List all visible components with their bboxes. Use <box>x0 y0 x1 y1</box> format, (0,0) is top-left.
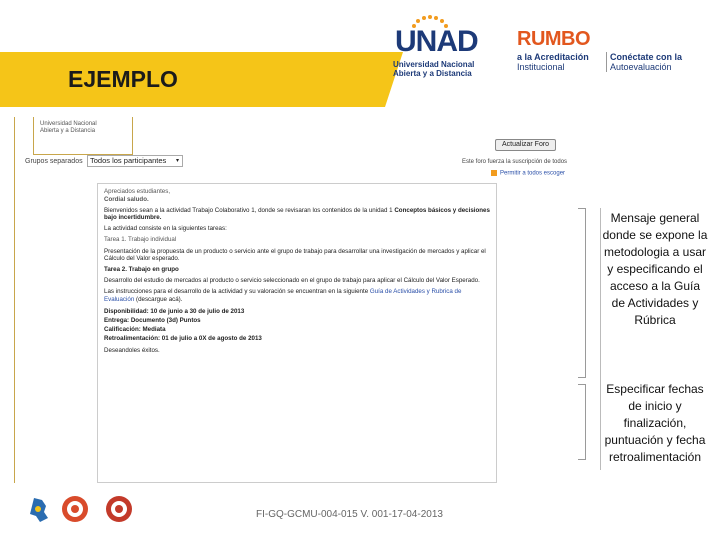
callout-bracket-1 <box>578 208 586 378</box>
post-closing: Deseandoles éxitos. <box>104 346 160 354</box>
callout-bracket-2 <box>578 384 586 460</box>
callout-general-message: Mensaje general donde se expone la metodologia a usar y especificando el acceso a la Guía de Actividades y Rúbrica <box>602 211 708 327</box>
rumbo-sub-line2: Institucional <box>517 62 565 72</box>
conectate-line1: Conéctate con la <box>610 52 683 62</box>
tab-line2: Abierta y a Distancia <box>40 128 96 134</box>
forum-screenshot <box>14 117 589 483</box>
forum-post <box>97 183 497 483</box>
task1-text: Presentación de la propuesta de un producto o servicio ante el grupo de trabajo para desarrollar una investigación de mercados y aplicar el Cálculo del Valor esperado. <box>104 247 486 263</box>
groups-label: Grupos separados <box>25 158 83 165</box>
chevron-down-icon: ▾ <box>175 158 179 164</box>
sgs-certification-icon-2 <box>104 494 134 524</box>
subscription-text: Este foro fuerza la suscripción de todos <box>462 159 568 165</box>
post-salute: Cordial saludo. <box>104 195 149 203</box>
tab-line1: Universidad Nacional <box>40 121 97 127</box>
conectate-line2: Autoevaluación <box>610 62 672 72</box>
instructions-text: Las instrucciones para el desarrollo de la actividad y su valoración se encuentran en la siguiente <box>104 288 369 296</box>
forum-header-tab <box>33 117 133 155</box>
unad-sub-line1: Universidad Nacional <box>393 60 475 69</box>
update-forum-button[interactable]: Actualizar Foro <box>495 139 556 151</box>
rss-icon <box>491 170 497 176</box>
post-greeting: Apreciados estudiantes, <box>104 188 171 195</box>
instructions-tail: (descargue acá). <box>136 296 183 304</box>
unad-subtitle <box>393 60 474 78</box>
groups-select[interactable] <box>87 155 183 167</box>
rss-link-label: Permitir a todos escoger <box>500 170 566 177</box>
title-banner <box>0 52 385 107</box>
rumbo-subtitle <box>517 52 589 72</box>
post-activity: La actividad consiste en la siguientes tareas: <box>104 225 227 233</box>
rumbo-wordmark: RUMBO <box>517 28 591 50</box>
callout-dates: Especificar fechas de inicio y finalización, puntuación y fecha retroalimentación <box>604 382 706 464</box>
feedback-date-text: Retroalimentación: 01 de julio a 0X de agosto de 2013 <box>104 335 262 343</box>
logo-divider <box>606 52 607 72</box>
guide-link[interactable]: Guía de Actividades y Rubrica de Evaluación <box>104 288 462 304</box>
availability-text: Disponibilidad: 10 de junio a 30 de julio de 2013 <box>104 308 245 316</box>
unad-wordmark: UNAD <box>395 25 478 58</box>
unad-sub-line2: Abierta y a Distancia <box>393 69 472 78</box>
delivery-text: Entrega: Documento (3d) Puntos <box>104 317 201 325</box>
document-code: FI-GQ-GCMU-004-015 V. 001-17-04-2013 <box>256 509 443 520</box>
rumbo-logo <box>517 28 590 51</box>
task1-title: Tarea 1. Trabajo individual <box>104 236 177 244</box>
task2-text: Desarrollo del estudio de mercados al producto o servicio seleccionado en el grupo de trabajo para aplicar el Cálculo del Valor Esperado. <box>104 277 480 285</box>
groups-select-value: Todos los participantes <box>90 156 167 165</box>
page-title: EJEMPLO <box>68 66 178 92</box>
colombia-map-logo <box>26 496 52 524</box>
post-intro-bold: Conceptos básicos y decisiones bajo incertidumbre. <box>104 206 490 222</box>
sgs-certification-icon <box>60 494 90 524</box>
rumbo-sub-line1: a la Acreditación <box>517 52 589 62</box>
conectate-text <box>610 52 682 72</box>
task2-title: Tarea 2. Trabajo en grupo <box>104 266 179 274</box>
post-intro: Bienvenidos sean a la actividad Trabajo Colaborativo 1, donde se revisaran los contenidos de la unidad 1 <box>104 206 393 214</box>
grade-text: Calificación: Mediata <box>104 326 166 334</box>
rss-link[interactable] <box>491 170 565 177</box>
